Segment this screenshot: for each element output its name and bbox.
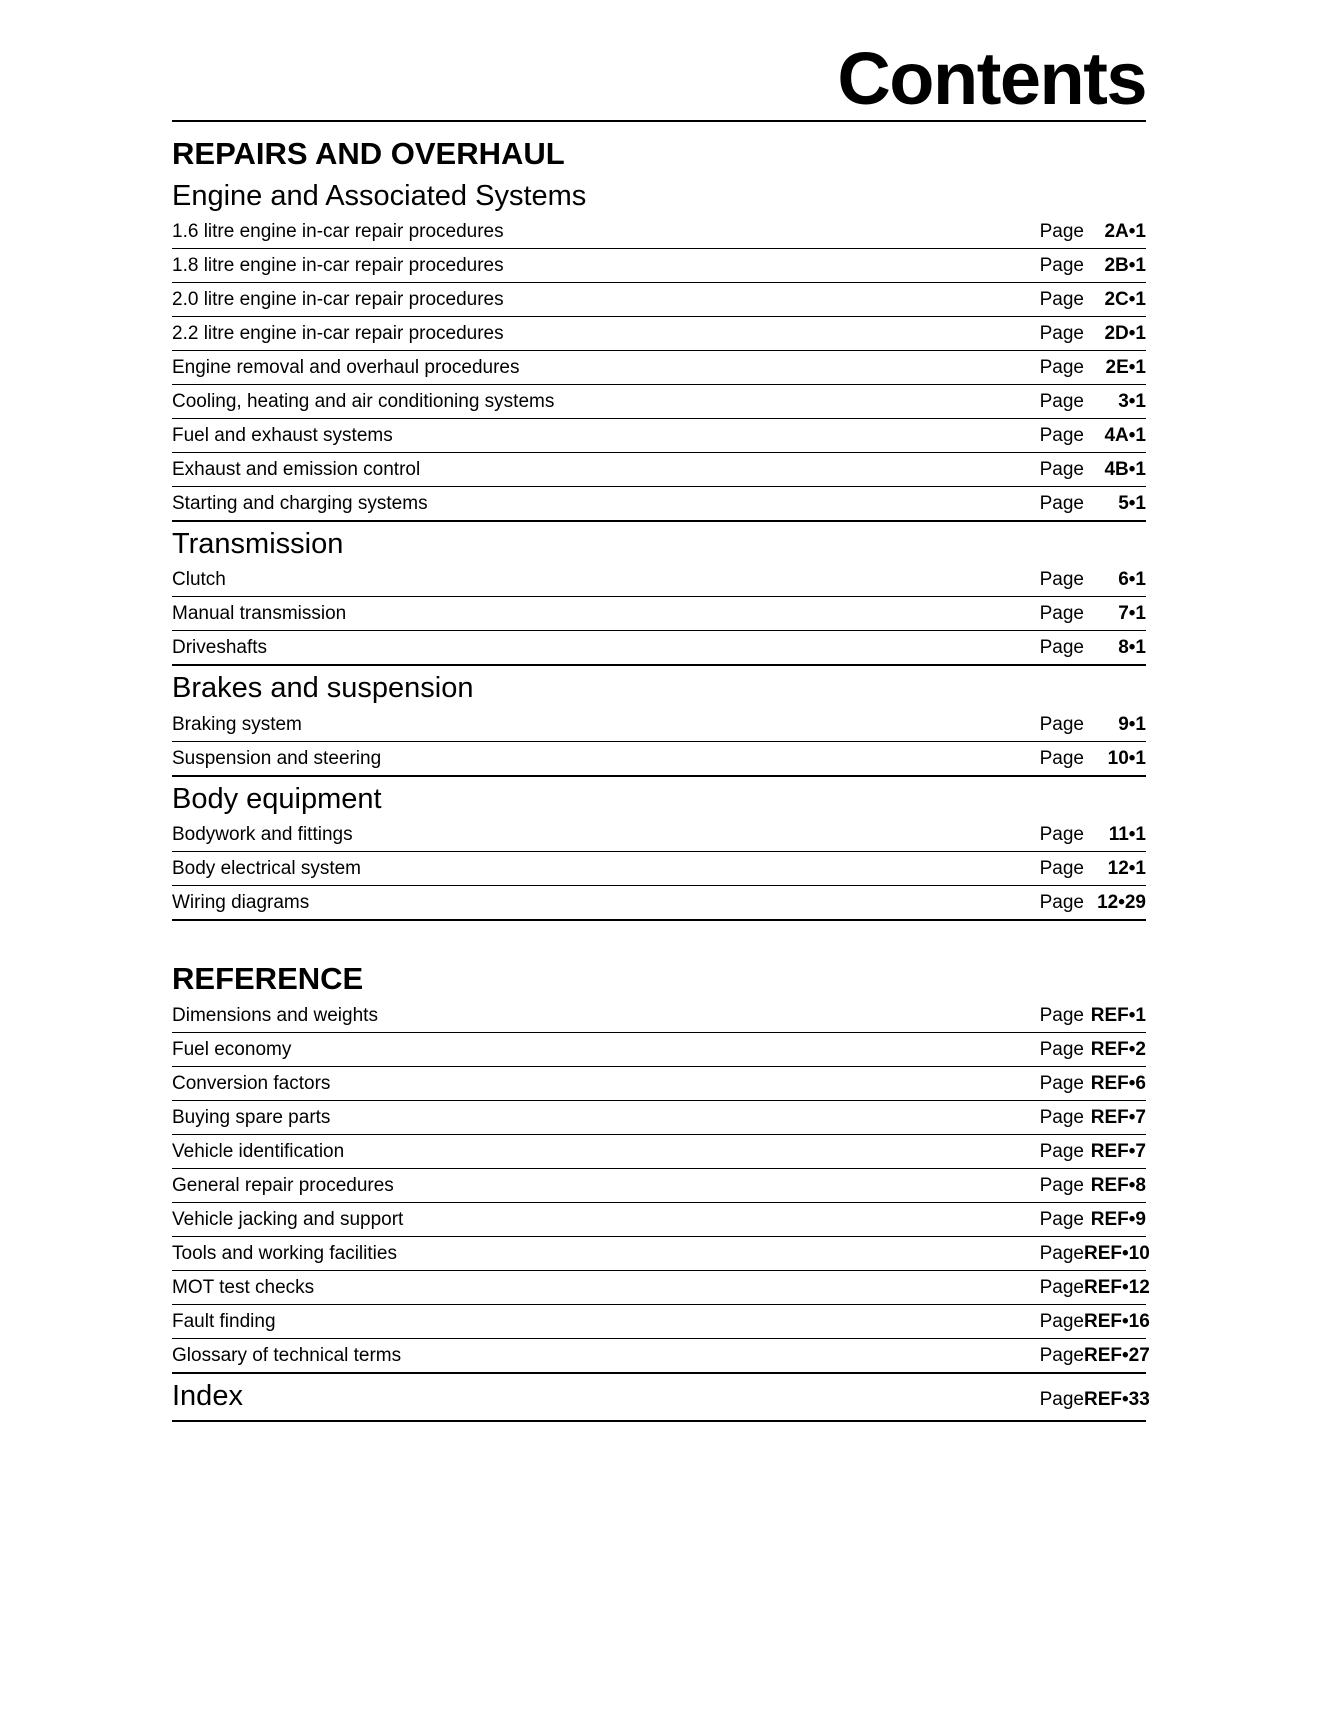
toc-entry[interactable] [172,1271,1150,1304]
toc-entry[interactable] [172,1033,1146,1066]
toc-entry-page-number: 3•1 [1118,390,1146,412]
toc-entry-page-label: Page [1039,492,1084,514]
toc-entry[interactable] [172,999,1146,1032]
toc-entry-title: General repair procedures [172,1174,394,1196]
toc-entry-title: Body electrical system [172,858,362,880]
toc-entry-page-label: Page [1039,713,1084,735]
toc-entry-title: Manual transmission [172,603,347,625]
toc-entry-title: MOT test checks [172,1276,315,1298]
bottom-divider [172,1420,1146,1422]
toc-entry-page-number: REF•8 [1090,1174,1146,1196]
toc-entry-page-number: REF•9 [1090,1208,1146,1230]
toc-entry-page-label: Page [1039,1004,1084,1026]
section-heading-repairs-and-overhaul: REPAIRS AND OVERHAUL [172,136,565,171]
toc-entry-page-number: 2D•1 [1104,322,1146,344]
toc-entry-page-label: Page [1039,1072,1084,1094]
toc-entry-page-label: Page [1039,1388,1084,1410]
toc-entry-page-group [1022,638,1146,657]
toc-entry-title: 1.8 litre engine in-car repair procedures [172,254,504,276]
toc-entry-title: Dimensions and weights [172,1004,378,1026]
toc-entry-page-label: Page [1039,424,1084,446]
toc-entry[interactable] [172,249,1146,282]
toc-entry-page-label: Page [1039,637,1084,659]
toc-entry-page-group [1022,570,1146,589]
toc-entry-title: Suspension and steering [172,747,382,769]
toc-entry[interactable] [172,487,1146,520]
toc-entry-page-group [1022,859,1146,878]
toc-entry-page-label: Page [1039,1242,1084,1264]
toc-entry-page-label: Page [1039,858,1084,880]
toc-entry-page-number: 12•1 [1107,858,1146,880]
toc-entry-page-group [1022,749,1146,768]
toc-entry-title: Engine removal and overhaul procedures [172,356,520,378]
toc-entry-page-group [1022,1210,1146,1229]
toc-entry-page-label: Page [1039,747,1084,769]
toc-entry-page-group [1022,715,1146,734]
toc-entry-title: Exhaust and emission control [172,458,421,480]
toc-entry[interactable] [172,1067,1146,1100]
toc-entry-page-number: REF•6 [1090,1072,1146,1094]
toc-entry-title: Cooling, heating and air conditioning systems [172,390,555,412]
toc-entry[interactable] [172,1203,1146,1236]
toc-entry[interactable] [172,1135,1146,1168]
toc-entry[interactable] [172,317,1146,350]
section-heading-reference: REFERENCE [172,961,364,997]
toc-entry-page-number: 10•1 [1107,747,1146,769]
toc-entry[interactable] [172,419,1146,452]
toc-entry-page-group [1022,392,1146,411]
subsection-heading-brakes-and-suspension: Brakes and suspension [172,672,474,705]
toc-entry-page-label: Page [1039,1344,1084,1366]
toc-entry-title: 2.0 litre engine in-car repair procedures [172,288,504,310]
toc-entry-page-number: 9•1 [1118,713,1146,735]
toc-entry[interactable] [172,283,1146,316]
toc-entry-title: Tools and working facilities [172,1242,397,1264]
toc-entry-page-number: REF•33 [1084,1388,1150,1410]
toc-entry-title: Bodywork and fittings [172,824,353,846]
toc-entry-page-number: 8•1 [1118,637,1146,659]
toc-entry-page-group [1022,290,1146,309]
toc-entry-page-number: 2B•1 [1104,254,1146,276]
toc-entry-title: Starting and charging systems [172,492,428,514]
toc-entry[interactable] [172,1237,1150,1270]
toc-entry-title: Braking system [172,713,302,735]
toc-entry[interactable] [172,708,1146,741]
toc-entry-title: Vehicle jacking and support [172,1208,404,1230]
toc-entry-page-label: Page [1039,1038,1084,1060]
toc-entry[interactable] [172,563,1146,596]
toc-entry-page-group [1022,494,1146,513]
toc-entry-page-number: 2A•1 [1104,220,1146,242]
toc-entry-page-label: Page [1039,892,1084,914]
toc-entry[interactable] [172,597,1146,630]
toc-entry-page-number: REF•2 [1090,1038,1146,1060]
toc-entry[interactable] [172,1339,1150,1372]
toc-entry-page-group [1022,358,1146,377]
toc-entry-title: Clutch [172,569,226,591]
toc-entry[interactable] [172,1305,1150,1338]
toc-entry-title: Conversion factors [172,1072,331,1094]
toc-entry-page-group [1022,1040,1146,1059]
toc-entry-page-label: Page [1039,1208,1084,1230]
toc-entry[interactable] [172,385,1146,418]
toc-entry-title: Driveshafts [172,637,268,659]
toc-entry-page-label: Page [1039,569,1084,591]
toc-entry-page-number: REF•7 [1090,1106,1146,1128]
toc-entry-page-group [1022,1176,1146,1195]
toc-entry[interactable] [172,886,1146,919]
toc-entry-page-label: Page [1039,1310,1084,1332]
toc-entry-page-group [1022,426,1146,445]
toc-entry-page-number: 7•1 [1118,603,1146,625]
toc-entry-page-label: Page [1039,288,1084,310]
toc-entry[interactable] [172,351,1146,384]
toc-entry[interactable] [172,215,1146,248]
toc-entry-page-group [1022,1388,1150,1410]
toc-entry[interactable] [172,1101,1146,1134]
toc-entry[interactable] [172,742,1146,775]
toc-entry-title: Wiring diagrams [172,892,310,914]
toc-entry-page-group [1022,256,1146,275]
toc-entry-title: Index [172,1379,243,1412]
toc-entry-page-label: Page [1039,356,1084,378]
toc-entry-page-number: 11•1 [1108,824,1146,846]
toc-entry-title: Fuel economy [172,1038,292,1060]
subsection-heading-body-equipment: Body equipment [172,782,382,815]
contents-column [172,0,1150,1422]
toc-entry[interactable] [172,631,1146,664]
toc-entry-page-group [1022,324,1146,343]
toc-entry-page-number: 4B•1 [1104,458,1146,480]
toc-entry-index[interactable] [172,1374,1150,1420]
toc-entry-title: 1.6 litre engine in-car repair procedures [172,220,504,242]
toc-entry-page-group [1022,1276,1150,1298]
toc-entry-page-label: Page [1039,458,1084,480]
toc-entry[interactable] [172,453,1146,486]
toc-entry-page-group [1022,1108,1146,1127]
toc-entry-title: Fault finding [172,1310,276,1332]
toc-entry-page-label: Page [1039,824,1084,846]
toc-entry[interactable] [172,852,1146,885]
toc-entry-page-number: REF•7 [1090,1140,1146,1162]
toc-entry-page-label: Page [1039,1174,1084,1196]
toc-entry-title: 2.2 litre engine in-car repair procedures [172,322,504,344]
toc-entry-page-label: Page [1039,1276,1084,1298]
toc-entry-page-number: 2C•1 [1104,288,1146,310]
toc-entry-page-label: Page [1039,220,1084,242]
toc-entry-page-number: REF•27 [1084,1344,1150,1366]
toc-entry[interactable] [172,1169,1146,1202]
toc-entry-page-label: Page [1039,1106,1084,1128]
toc-entry-page-group [1022,1074,1146,1093]
toc-entry-page-label: Page [1039,322,1084,344]
toc-entry-page-label: Page [1039,1140,1084,1162]
toc-entry-page-label: Page [1039,390,1084,412]
toc-entry-page-group [1022,1006,1146,1025]
toc-entry-page-group [1022,1310,1150,1332]
toc-entry-page-number: 12•29 [1097,892,1146,914]
toc-entry-title: Buying spare parts [172,1106,331,1128]
toc-entry-page-number: 4A•1 [1104,424,1146,446]
section-spacer [172,921,1146,947]
toc-entry-page-group [1022,1344,1150,1366]
toc-entry-page-group [1022,825,1146,844]
toc-entry-page-group [1022,893,1146,912]
toc-entry-page-number: 6•1 [1118,569,1146,591]
toc-entry-page-group [1022,1142,1146,1161]
toc-entry-page-group [1022,222,1146,241]
toc-entry-page-group [1022,460,1146,479]
toc-entry-page-number: 5•1 [1118,492,1146,514]
subsection-heading-transmission: Transmission [172,527,344,560]
toc-entry-page-label: Page [1039,254,1084,276]
toc-entry-page-label: Page [1039,603,1084,625]
toc-entry-title: Fuel and exhaust systems [172,424,393,446]
toc-entry[interactable] [172,818,1146,851]
toc-entry-title: Vehicle identification [172,1140,345,1162]
page-title: Contents [837,37,1146,120]
subsection-heading-engine-and-associated-systems: Engine and Associated Systems [172,179,587,212]
toc-entry-page-number: REF•10 [1084,1242,1150,1264]
toc-entry-page-number: REF•12 [1084,1276,1150,1298]
toc-entry-page-number: REF•1 [1090,1004,1146,1026]
toc-entry-page-number: 2E•1 [1105,356,1146,378]
toc-entry-page-group [1022,1242,1150,1264]
toc-entry-page-number: REF•16 [1084,1310,1150,1332]
toc-entry-page-group [1022,604,1146,623]
toc-entry-title: Glossary of technical terms [172,1344,402,1366]
